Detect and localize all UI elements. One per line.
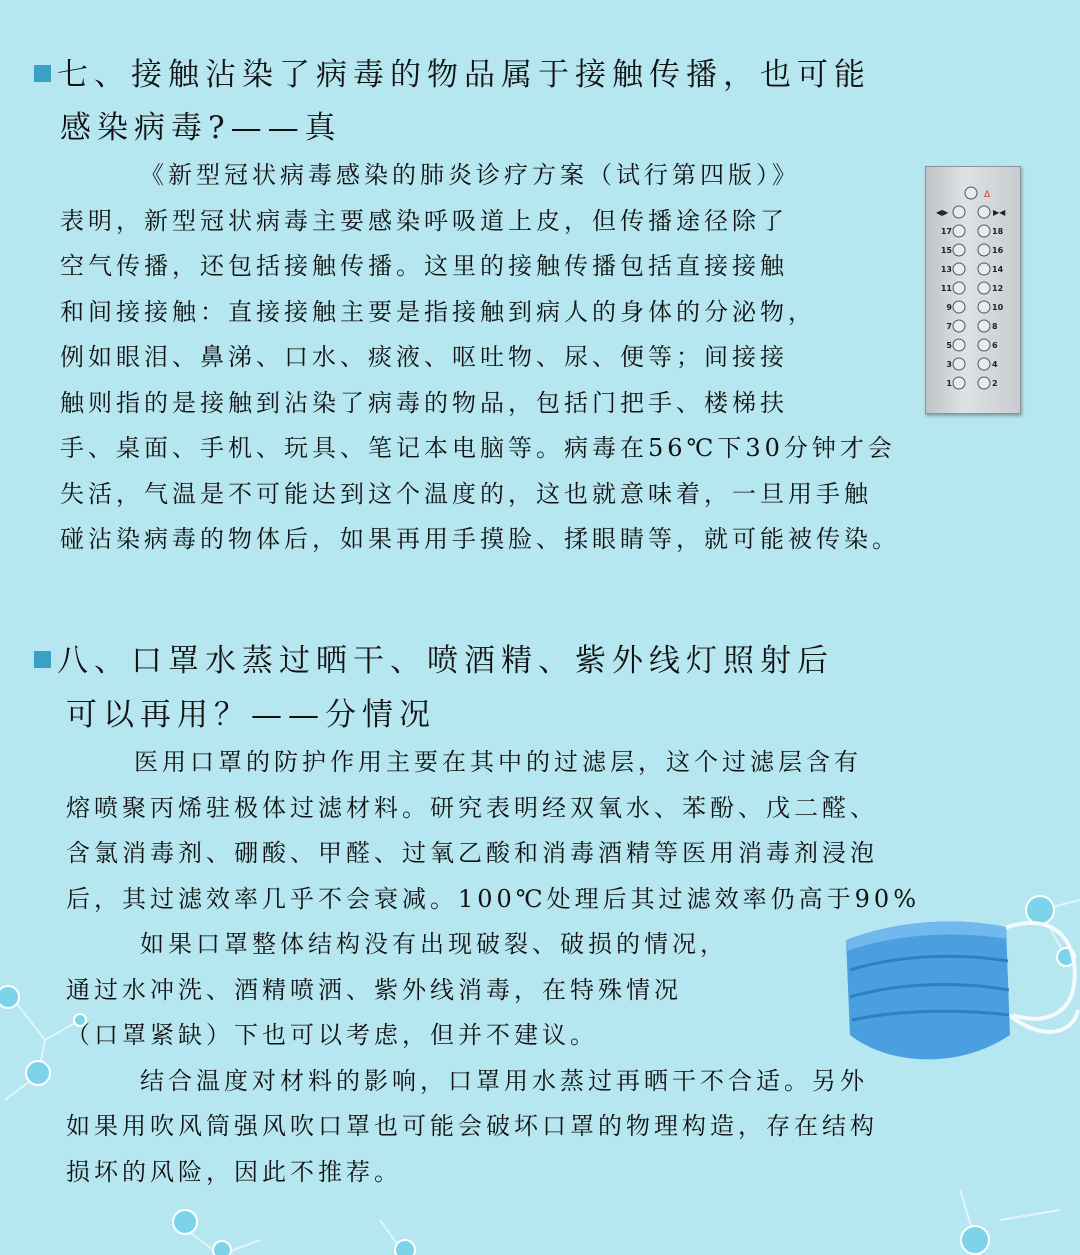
body-line: 《新型冠状病毒感染的肺炎诊疗方案（试行第四版）》	[140, 161, 800, 189]
panel-button	[953, 377, 965, 389]
section8-title: 八、口罩水蒸过晒干、喷酒精、紫外线灯照射后	[34, 634, 834, 688]
panel-button	[978, 377, 990, 389]
panel-button	[953, 358, 965, 370]
floor-label: 2	[992, 379, 998, 388]
section-bullet-icon	[34, 65, 51, 82]
floor-label: 4	[992, 360, 998, 369]
section7-title-line2: 感染病毒?——真	[60, 110, 342, 146]
panel-button	[978, 263, 990, 275]
floor-label: 18	[992, 227, 1004, 236]
panel-button	[978, 206, 990, 218]
floor-label: 1	[946, 379, 952, 388]
body-line: 医用口罩的防护作用主要在其中的过滤层，这个过滤层含有	[134, 748, 862, 776]
body-line: 和间接接触：直接接触主要是指接触到病人的身体的分泌物，	[60, 297, 816, 326]
elevator-panel-image	[925, 166, 1021, 414]
floor-label: 12	[992, 284, 1004, 293]
floor-label: 10	[992, 303, 1004, 312]
body-line: 碰沾染病毒的物体后，如果再用手摸脸、揉眼睛等，就可能被传染。	[60, 525, 900, 553]
body-line: 含氯消毒剂、硼酸、甲醛、过氧乙酸和消毒酒精等医用消毒剂浸泡	[66, 839, 878, 867]
panel-button	[953, 244, 965, 256]
body-line: 例如眼泪、鼻涕、口水、痰液、呕吐物、尿、便等；间接接	[60, 343, 788, 371]
floor-label: 14	[992, 265, 1004, 274]
floor-label: 3	[946, 360, 952, 369]
panel-button	[953, 320, 965, 332]
body-line: 如果用吹风筒强风吹口罩也可能会破坏口罩的物理构造，存在结构	[66, 1112, 878, 1140]
floor-label: 5	[946, 341, 952, 350]
panel-button	[953, 282, 965, 294]
body-line: 表明，新型冠状病毒主要感染呼吸道上皮，但传播途径除了	[60, 206, 788, 235]
panel-button	[953, 263, 965, 275]
body-line: 后，其过滤效率几乎不会衰减。100℃处理后其过滤效率仍高于90%	[66, 884, 920, 913]
body-line: 失活，气温是不可能达到这个温度的，这也就意味着，一旦用手触	[60, 479, 872, 508]
section7-body	[60, 153, 900, 563]
section8-title-line2: 可以再用？——分情况	[66, 697, 436, 733]
panel-button	[953, 339, 965, 351]
body-line: （口罩紧缺）下也可以考虑，但并不建议。	[66, 1021, 598, 1049]
floor-label: 15	[940, 246, 952, 255]
body-line: 损坏的风险，因此不推荐。	[66, 1157, 402, 1186]
section-bullet-icon	[34, 651, 51, 668]
floor-label: 6	[992, 341, 998, 350]
panel-button	[953, 206, 965, 218]
door-open-icon: ◀▶	[936, 208, 949, 217]
panel-button	[953, 301, 965, 313]
section7-title: 七、接触沾染了病毒的物品属于接触传播，也可能	[34, 48, 871, 102]
floor-label: 17	[940, 227, 952, 236]
bell-icon: Δ	[984, 190, 991, 200]
panel-button	[978, 358, 990, 370]
body-line: 手、桌面、手机、玩具、笔记本电脑等。病毒在56℃下30分钟才会	[60, 434, 896, 462]
panel-button	[978, 339, 990, 351]
panel-button	[965, 187, 977, 199]
body-line: 如果口罩整体结构没有出现破裂、破损的情况，	[140, 930, 728, 958]
door-close-icon: ▶◀	[993, 208, 1006, 217]
floor-label: 13	[940, 265, 952, 274]
body-line: 通过水冲洗、酒精喷洒、紫外线消毒，在特殊情况	[66, 975, 682, 1004]
floor-label: 9	[946, 303, 952, 312]
floor-label: 16	[992, 246, 1004, 255]
body-line: 触则指的是接触到沾染了病毒的物品，包括门把手、楼梯扶	[60, 388, 788, 417]
panel-button	[978, 282, 990, 294]
floor-label: 11	[940, 284, 952, 293]
floor-label: 8	[992, 322, 998, 331]
body-line: 熔喷聚丙烯驻极体过滤材料。研究表明经双氧水、苯酚、戊二醛、	[66, 793, 878, 822]
panel-button	[978, 244, 990, 256]
section8-body	[66, 740, 920, 1195]
panel-button	[953, 225, 965, 237]
panel-button	[978, 301, 990, 313]
panel-button	[978, 320, 990, 332]
body-line: 空气传播，还包括接触传播。这里的接触传播包括直接接触	[60, 252, 788, 280]
surgical-mask-image	[838, 895, 1080, 1075]
body-line: 结合温度对材料的影响，口罩用水蒸过再晒干不合适。另外	[140, 1066, 868, 1095]
floor-label: 7	[946, 322, 952, 331]
panel-button	[978, 225, 990, 237]
